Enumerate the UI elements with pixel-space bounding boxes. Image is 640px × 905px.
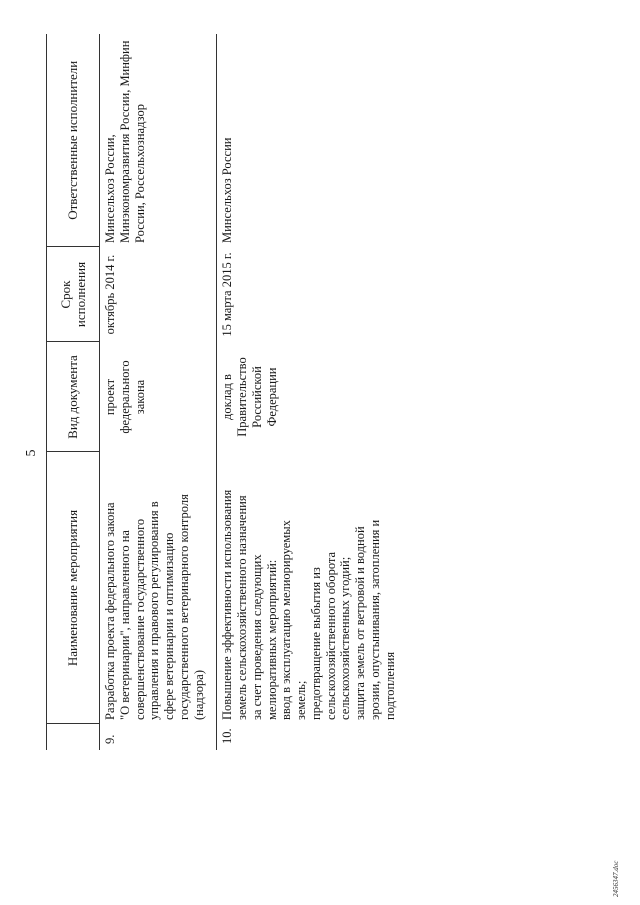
document-type: доклад в Правительство Российской Федерации — [217, 342, 408, 452]
measure-name — [100, 452, 217, 724]
measure-name-line: совершенствование государственного — [132, 518, 147, 720]
table-row — [217, 34, 408, 750]
measure-name-line: (надзора) — [191, 670, 206, 720]
table-row — [100, 34, 217, 750]
responsible-executors: Минсельхоз России, Минэкономразвития России, Минфин России, Россельхознадзор — [103, 40, 147, 243]
measure-name-line: защита земель от ветровой и водной — [353, 526, 367, 720]
measure-name-line: за счет проведения следующих — [249, 554, 264, 720]
header-doc-type: Вид документа — [47, 342, 100, 452]
responsible-executors: Минсельхоз России — [217, 34, 408, 247]
measure-name-line: сельскохозяйственных угодий; — [338, 556, 353, 720]
measure-name-line: земель сельскохозяйственного назначения — [235, 495, 249, 720]
measure-name-line: эрозии, опустынивания, затопления и — [367, 519, 382, 720]
file-name-footer: 2456347.doc — [612, 860, 620, 897]
header-name: Наименование мероприятия — [47, 452, 100, 724]
measure-name-line: земель; — [294, 680, 308, 720]
document-type: проект федерального закона — [103, 360, 147, 434]
measure-name-line: Разработка проекта федерального закона — [103, 502, 117, 720]
measure-name-line: сфере ветеринарии и оптимизацию — [162, 532, 176, 720]
measure-name-line: Повышение эффективности использования — [220, 489, 235, 720]
deadline: октябрь 2014 г. — [103, 254, 117, 335]
table-header-row — [47, 34, 100, 750]
measure-name-line: мелиоративных мероприятий: — [264, 559, 279, 720]
measure-name-line: предотвращение выбытия из — [308, 567, 323, 720]
measure-name — [217, 452, 408, 724]
measure-name-line: подтопления — [382, 651, 397, 720]
measure-name-line: государственного ветеринарного контроля — [176, 494, 191, 720]
measure-name-line: сельскохозяйственного оборота — [323, 551, 338, 720]
header-executors: Ответственные исполнители — [47, 34, 100, 247]
measures-table — [46, 34, 407, 750]
measure-name-line: ввод в эксплуатацию мелиорируемых — [279, 520, 294, 720]
deadline: 15 марта 2015 г. — [217, 247, 408, 342]
measure-name-line: "О ветеринарии", направленного на — [117, 530, 132, 720]
page-number: 5 — [24, 448, 39, 457]
header-term: Срок исполнения — [47, 247, 100, 342]
measure-name-line: управления и правового регулирования в — [147, 501, 162, 720]
row-number: 9. — [103, 734, 117, 744]
header-num — [47, 724, 100, 750]
row-number: 10. — [217, 724, 408, 750]
